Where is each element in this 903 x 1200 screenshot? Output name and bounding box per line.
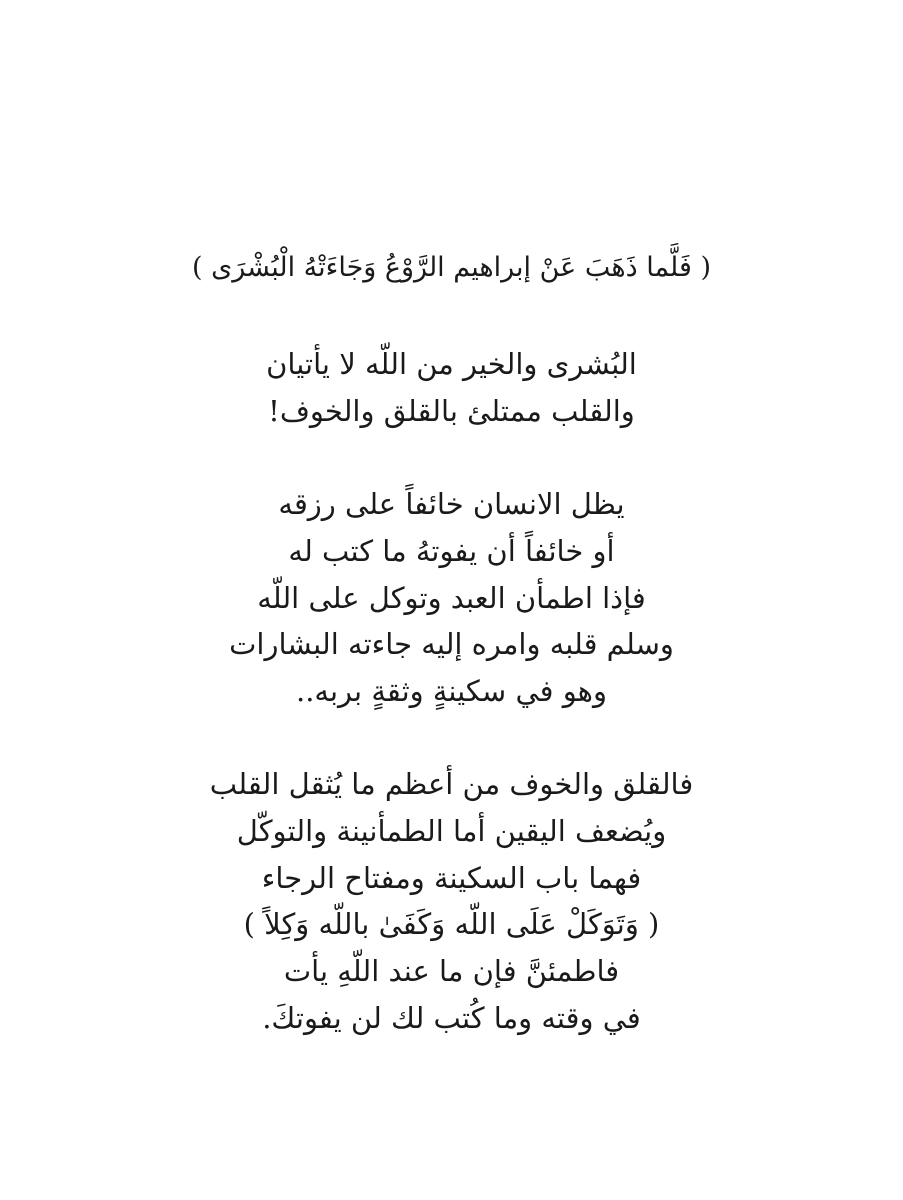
poem-line: وسلم قلبه وامره إليه جاءته البشارات [229, 627, 674, 661]
poem-line: والقلب ممتلئ بالقلق والخوف! [268, 394, 635, 428]
poem-line: وهو في سكينةٍ وثقةٍ بربه.. [296, 674, 607, 708]
poem-line: البُشرى والخير من اللّه لا يأتيان [266, 347, 637, 381]
poem-line: في وقته وما كُتب لك لن يفوتكَ. [262, 1001, 641, 1035]
poem-line: فإذا اطمأن العبد وتوكل على اللّه [257, 581, 646, 615]
poem-line: أو خائفاً أن يفوتهُ ما كتب له [288, 534, 615, 568]
poem-line: ويُضعف اليقين أما الطمأنينة والتوكّل [236, 814, 667, 848]
poem-line: ( وَتَوَكَلْ عَلَى اللّه وَكَفَىٰ باللّه وَكِلاً ) [243, 907, 660, 941]
poem-title: ( فَلَّما ذَهَبَ عَنْ إبراهيم الرَّوْعُ وَجَاءَتْهُ الْبُشْرَى ) [191, 252, 712, 283]
poem-line: فهما باب السكينة ومفتاح الرجاء [261, 861, 642, 895]
poem-line: فالقلق والخوف من أعظم ما يُثقل القلب [209, 767, 694, 801]
poem-line: فاطمئنَّ فإن ما عند اللّهِ يأت [283, 954, 620, 988]
poem-line: يظل الانسان خائفاً على رزقه [278, 487, 625, 521]
